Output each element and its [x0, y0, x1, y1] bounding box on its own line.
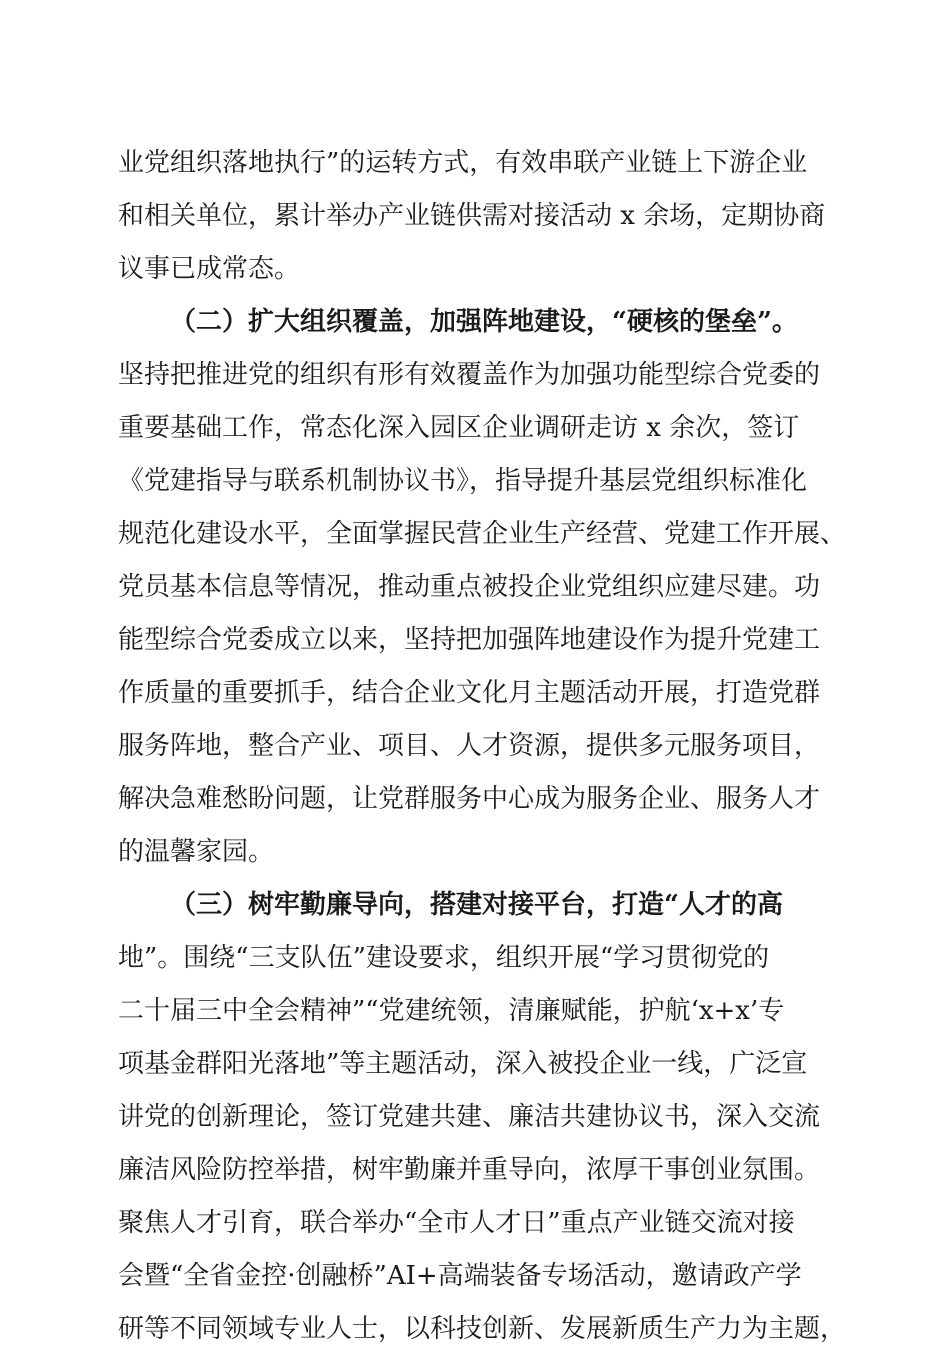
line-text: 坚持把推进党的组织有形有效覆盖作为加强功能型综合党委的: [118, 360, 821, 390]
text-line: [118, 508, 848, 561]
line-text: 解决急难愁盼问题，让党群服务中心成为服务企业、服务人才: [118, 784, 821, 814]
text-line: [118, 455, 848, 508]
text-line: [118, 773, 848, 826]
section-heading-3: [118, 879, 848, 932]
text-line: [118, 1091, 848, 1144]
text-line: [118, 561, 848, 614]
text-line: [118, 932, 848, 985]
text-line: [118, 667, 848, 720]
line-text: 重要基础工作，常态化深入园区企业调研走访 x 余次，签订: [118, 413, 800, 443]
line-text: （三）树牢勤廉导向，搭建对接平台，打造“人才的高: [170, 890, 783, 920]
line-text: 作质量的重要抓手，结合企业文化月主题活动开展，打造党群: [118, 678, 821, 708]
text-line: [118, 985, 848, 1038]
text-line: [118, 614, 848, 667]
document-body: [118, 137, 848, 1356]
text-line: [118, 349, 848, 402]
line-text: 能型综合党委成立以来，坚持把加强阵地建设作为提升党建工: [118, 625, 821, 655]
line-text: （二）扩大组织覆盖，加强阵地建设，“硬核的堡垒”。: [170, 307, 798, 337]
line-text: 业党组织落地执行”的运转方式，有效串联产业链上下游企业: [118, 148, 808, 178]
line-text: 的温馨家园。: [118, 837, 275, 867]
line-text: 二十届三中全会精神”“党建统领，清廉赋能，护航‘x+x’专: [118, 996, 785, 1026]
line-text: 廉洁风险防控举措，树牢勤廉并重导向，浓厚干事创业氛围。: [118, 1155, 821, 1185]
line-text: 项基金群阳光落地”等主题活动，深入被投企业一线，广泛宣: [118, 1049, 808, 1079]
text-line: [118, 1144, 848, 1197]
section-heading-2: [118, 296, 848, 349]
text-line: [118, 720, 848, 773]
line-text: 研等不同领域专业人士，以科技创新、发展新质生产力为主题，: [118, 1314, 847, 1344]
line-text: 聚焦人才引育，联合举办“全市人才日”重点产业链交流对接: [118, 1208, 795, 1238]
text-line: [118, 1038, 848, 1091]
text-line: [118, 402, 848, 455]
line-text: 和相关单位，累计举办产业链供需对接活动 x 余场，定期协商: [118, 201, 826, 231]
text-line: [118, 190, 848, 243]
text-line: [118, 1197, 848, 1250]
text-line: [118, 137, 848, 190]
text-line: [118, 1303, 848, 1356]
line-text: 讲党的创新理论，签订党建共建、廉洁共建协议书，深入交流: [118, 1102, 821, 1132]
line-text: 《党建指导与联系机制协议书》，指导提升基层党组织标准化: [118, 466, 808, 496]
text-line: [118, 826, 848, 879]
text-line: [118, 243, 848, 296]
line-text: 服务阵地，整合产业、项目、人才资源，提供多元服务项目，: [118, 731, 821, 761]
line-text: 议事已成常态。: [118, 254, 301, 284]
text-line: [118, 1250, 848, 1303]
line-text: 会暨“全省金控·创融桥”AI+高端装备专场活动，邀请政产学: [118, 1261, 802, 1291]
line-text: 地”。围绕“三支队伍”建设要求，组织开展“学习贯彻党的: [118, 943, 770, 973]
line-text: 党员基本信息等情况，推动重点被投企业党组织应建尽建。功: [118, 572, 821, 602]
line-text: 规范化建设水平，全面掌握民营企业生产经营、党建工作开展、: [118, 519, 847, 549]
